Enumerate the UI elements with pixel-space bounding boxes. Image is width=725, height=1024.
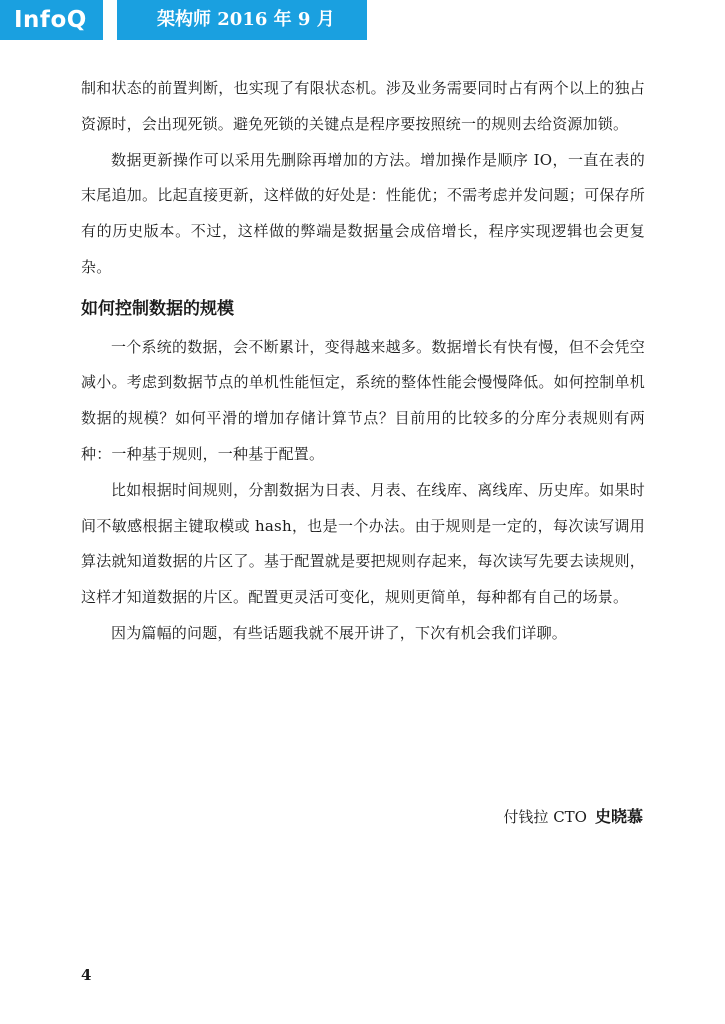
section-heading: 如何控制数据的规模 [81,298,234,319]
paragraph-4: 比如根据时间规则，分割数据为日表、月表、在线库、离线库、历史库。如果时间不敏感根据主键取模或 hash，也是一个办法。由于规则是一定的，每次读写调用算法就知道数据的片区了。基于配置就是要把规则存起来，每次读写先要去读规则，这样才知道数据的片区。配置更灵活可变化，规则更简单，每种都有自己的场景。 [81,480,645,607]
paragraph-5: 因为篇幅的问题，有些话题我就不展开讲了，下次有机会我们详聊。 [111,623,568,642]
issue-title: 架构师 2016 年 9 月 [117,0,367,40]
paragraph-1: 制和状态的前置判断，也实现了有限状态机。涉及业务需要同时占有两个以上的独占资源时，会出现死锁。避免死锁的关键点是程序要按照统一的规则去给资源加锁。 [81,79,645,133]
paragraph-2: 数据更新操作可以采用先删除再增加的方法。增加操作是顺序 IO，一直在表的末尾追加。比起直接更新，这样做的好处是：性能优；不需考虑并发问题；可保存所有的历史版本。不过，这样做的弊端是数据量会成倍增长，程序实现逻辑也会更复杂。 [81,150,645,276]
article-body [81,71,645,652]
infoq-logo: InfoQ [0,0,103,40]
author-role: 付钱拉 CTO [503,808,587,826]
author-name: 史晓慕 [594,807,643,826]
author-signature [503,803,643,831]
page-number: 4 [81,966,92,984]
paragraph-3: 一个系统的数据，会不断累计，变得越来越多。数据增长有快有慢，但不会凭空减小。考虑到数据节点的单机性能恒定，系统的整体性能会慢慢降低。如何控制单机数据的规模？如何平滑的增加存储计算节点？目前用的比较多的分库分表规则有两种：一种基于规则，一种基于配置。 [81,337,645,463]
